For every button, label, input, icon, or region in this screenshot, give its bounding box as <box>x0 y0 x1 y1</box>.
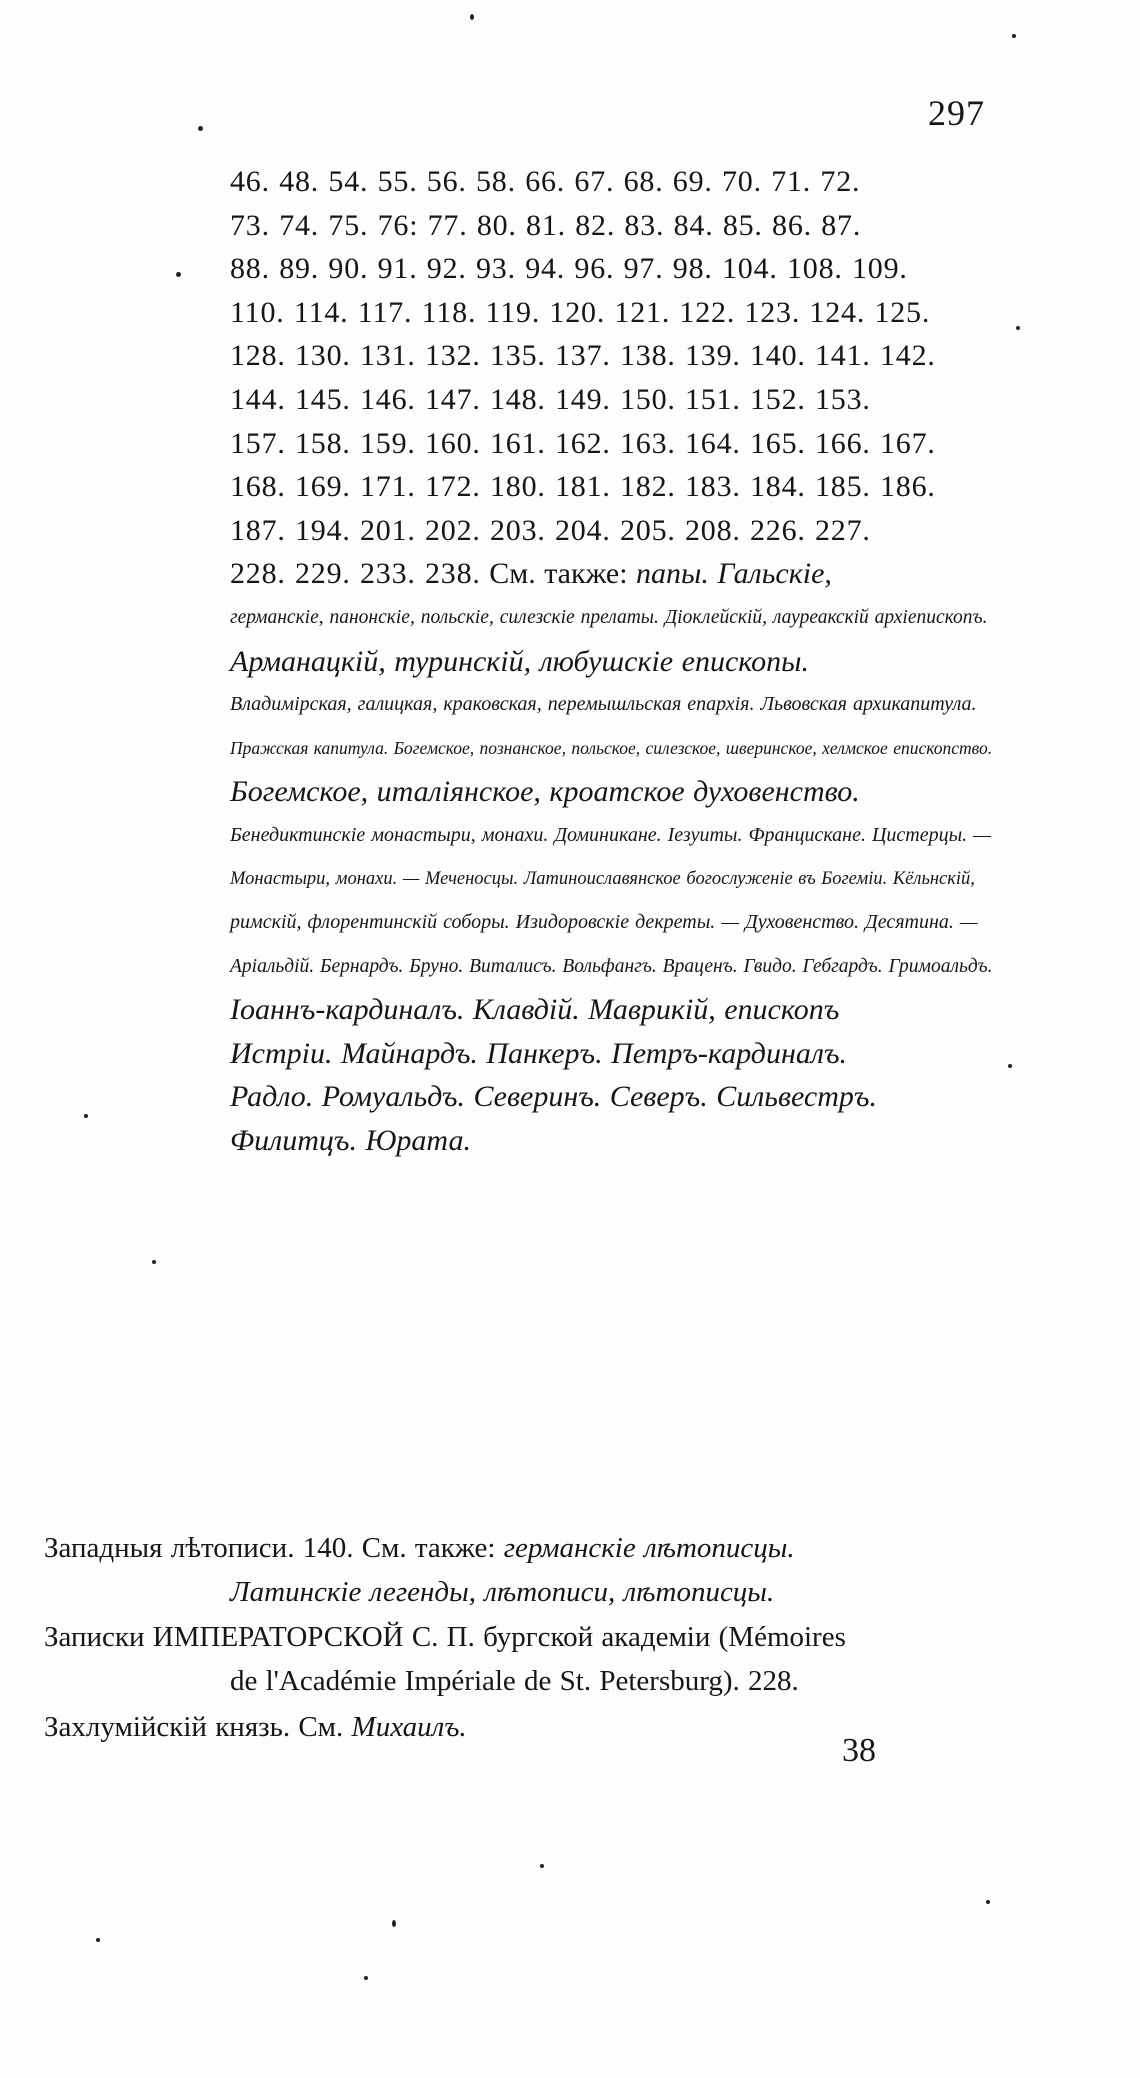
cross-reference-line: Аріальдій. Бернардъ. Бруно. Виталисъ. Вольфангъ. Враценъ. Гвидо. Гебгардъ. Гримоальдъ. <box>230 955 993 977</box>
cross-reference-line: Владимірская, галицкая, краковская, перемышльская епархія. Львовская архикапитула. <box>230 693 977 716</box>
entry-head-line <box>44 1527 1004 1571</box>
cross-reference: Латинскіе легенды, лѣтописи, лѣтописцы. <box>230 1575 775 1608</box>
cross-reference-line: Истріи. Майнардъ. Панкеръ. Петръ-кардиналъ. <box>230 1036 848 1070</box>
cross-reference: папы. Гальскіе, <box>636 557 832 591</box>
cross-reference-line: Радло. Ромуальдъ. Северинъ. Северъ. Сильвестръ. <box>230 1080 877 1114</box>
page-refs-line: 144. 145. 146. 147. 148. 149. 150. 151. 152. 153. <box>230 382 871 416</box>
cross-reference: германскіе лѣтописцы. <box>503 1532 795 1564</box>
entry-head: Западныя лѣтописи. 140. См. также: <box>44 1532 496 1564</box>
cross-reference: Михаилъ. <box>351 1711 467 1743</box>
page-refs-line: 168. 169. 171. 172. 180. 181. 182. 183. 184. 185. 186. <box>230 470 936 504</box>
cross-reference-line: Пражская капитула. Богемское, познанское, польское, силезское, шверинское, хелмское епископство. <box>230 737 993 758</box>
page-number: 297 <box>928 93 985 133</box>
entry-head: Захлумійскій князь. См. <box>44 1711 344 1743</box>
cross-reference-line: Монастыри, монахи. — Меченосцы. Латиноиславянское богослуженіе въ Богеміи. Кёльнскій, <box>230 868 975 889</box>
index-entry-academy-notes <box>44 1616 1004 1703</box>
cross-reference-line: Бенедиктинскіе монастыри, монахи. Доминикане. Іезуиты. Францискане. Цистерцы. — <box>230 823 991 846</box>
cross-reference-line: римскій, флорентинскій соборы. Изидоровскіе декреты. — Духовенство. Десятина. — <box>230 911 978 934</box>
page-refs-line: 88. 89. 90. 91. 92. 93. 94. 96. 97. 98. 104. 108. 109. <box>230 252 908 286</box>
see-also-label: См. также: <box>489 557 628 591</box>
cross-reference-line: Богемское, италіянское, кроатское духовенство. <box>230 775 860 809</box>
page-refs-line: 157. 158. 159. 160. 161. 162. 163. 164. 165. 166. 167. <box>230 426 936 460</box>
entry-continuation: de l'Académie Impériale de St. Petersburg). 228. <box>230 1664 799 1697</box>
page-refs-line: 46. 48. 54. 55. 56. 58. 66. 67. 68. 69. 70. 71. 72. <box>230 165 861 198</box>
cross-reference-line: Арманацкій, туринскій, любушскіе епископы. <box>230 644 809 678</box>
page-refs: 228. 229. 233. 238. <box>230 557 481 591</box>
see-also-line <box>230 552 992 596</box>
page-refs-line: 128. 130. 131. 132. 135. 137. 138. 139. 140. 141. 142. <box>230 339 936 373</box>
index-entry-continuation <box>230 160 992 1163</box>
cross-reference-block <box>230 596 992 1163</box>
page-refs-line: 187. 194. 201. 202. 203. 204. 205. 208. 226. 227. <box>230 513 871 547</box>
signature-mark: 38 <box>842 1732 876 1769</box>
page-refs-line: 110. 114. 117. 118. 119. 120. 121. 122. 123. 124. 125. <box>230 295 931 329</box>
entry-head: Записки ИМПЕРАТОРСКОЙ С. П. бургской академіи (Mémoires <box>44 1621 846 1653</box>
cross-reference-line: Іоаннъ-кардиналъ. Клавдій. Маврикій, епископъ <box>230 993 840 1027</box>
index-entry-western-chronicles <box>44 1527 1004 1614</box>
page-refs-line: 73. 74. 75. 76: 77. 80. 81. 82. 83. 84. 85. 86. 87. <box>230 208 862 242</box>
cross-reference-line: Филитцъ. Юрата. <box>230 1124 471 1158</box>
cross-reference-line: германскіе, панонскіе, польскіе, силезскіе прелаты. Діоклейскій, лауреакскій архіепископъ. <box>230 606 988 628</box>
